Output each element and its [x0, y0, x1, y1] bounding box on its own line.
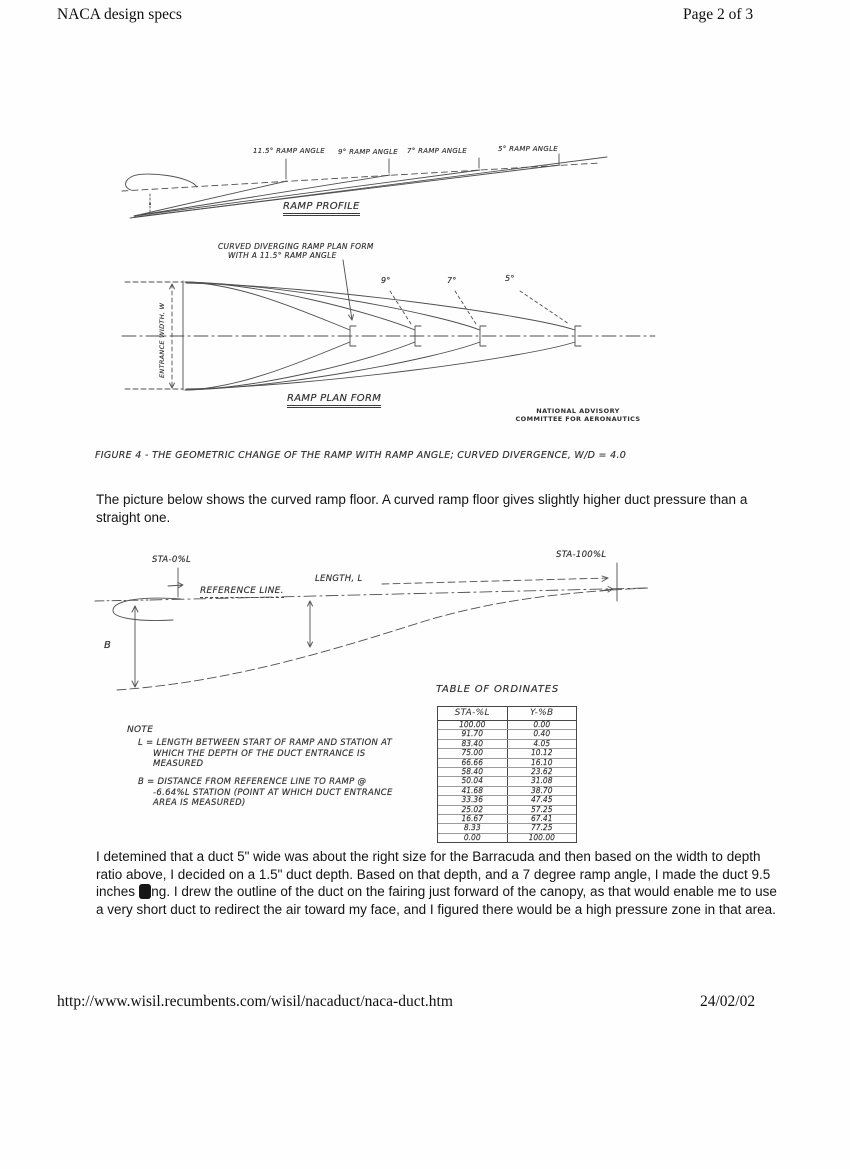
ramp-angle-label-7: 7° RAMP ANGLE [407, 147, 467, 155]
ordinates-row [438, 777, 576, 786]
note-l-definition: L = LENGTH BETWEEN START OF RAMP AND STATION AT WHICH THE DEPTH OF THE DUCT ENTRANCE IS MEASURED [138, 738, 393, 769]
plan-angle-label-7: 7° [447, 276, 457, 285]
plan-note-line1: CURVED DIVERGING RAMP PLAN FORM [218, 242, 374, 251]
plan-angle-label-9: 9° [381, 276, 391, 285]
plan-note-line2: WITH A 11.5° RAMP ANGLE [228, 251, 337, 260]
paragraph-curved-ramp: The picture below shows the curved ramp floor. A curved ramp floor gives slightly higher duct pressure than a straight one. [96, 492, 748, 525]
sta-100-label: STA-100%L [556, 550, 607, 560]
ramp-plan-form-title: RAMP PLAN FORM [287, 393, 381, 408]
ordinates-cell: 91.70 [438, 730, 508, 738]
ordinates-row [438, 834, 576, 842]
ordinates-cell: 100.00 [528, 832, 555, 842]
ramp-angle-label-5: 5° RAMP ANGLE [498, 145, 558, 153]
ordinates-row [438, 824, 576, 833]
ordinates-column-y: Y-%B [530, 708, 554, 718]
naca-stamp [498, 407, 658, 423]
ordinates-cell: 67.41 [531, 814, 553, 824]
ordinates-cell: 33.36 [438, 796, 508, 804]
ordinates-row [438, 806, 576, 815]
ramp-profile-drawing [122, 154, 607, 218]
plan-angle-label-5: 5° [505, 274, 515, 283]
ordinates-cell: 83.40 [438, 740, 508, 748]
paragraph-duct-sizing [96, 848, 784, 918]
ordinates-row [438, 796, 576, 805]
header-page-number: Page 2 of 3 [683, 6, 754, 23]
sta-0-label: STA-0%L [152, 555, 192, 565]
length-label: LENGTH, L [315, 574, 363, 584]
ramp-angle-label-11-5: 11.5° RAMP ANGLE [253, 147, 326, 155]
ordinates-column-sta: STA-%L [438, 707, 508, 720]
ordinates-cell: 77.25 [531, 823, 553, 833]
note-title: NOTE [127, 725, 154, 735]
ordinates-cell: 41.68 [438, 787, 508, 795]
ordinates-cell: 0.40 [533, 729, 551, 739]
ordinates-cell: 50.04 [438, 777, 508, 785]
ordinates-cell: 4.05 [533, 738, 551, 748]
ordinates-cell: 58.40 [438, 768, 508, 776]
ordinates-table-title: TABLE OF ORDINATES [436, 684, 559, 695]
naca-stamp-line1: NATIONAL ADVISORY [536, 407, 620, 415]
footer-date: 24/02/02 [700, 993, 756, 1010]
ramp-profile-title: RAMP PROFILE [283, 201, 360, 216]
ordinates-cell: 0.00 [438, 834, 508, 842]
ordinates-cell: 100.00 [438, 721, 508, 729]
ordinates-cell: 47.45 [531, 795, 553, 805]
ordinates-cell: 38.70 [531, 785, 553, 795]
footer-url: http://www.wisil.recumbents.com/wisil/nacaduct/naca-duct.htm [57, 993, 453, 1010]
ordinates-row [438, 787, 576, 796]
ordinates-row [438, 768, 576, 777]
figure4-caption: FIGURE 4 - THE GEOMETRIC CHANGE OF THE RAMP WITH RAMP ANGLE; CURVED DIVERGENCE, W/D = 4.0 [95, 450, 627, 461]
ordinates-table-header [438, 707, 576, 721]
paragraph-duct-sizing-part1: I detemined that a duct 5" wide was about the right size for the Barracuda and then based on the width to depth ratio above, I decided on a 1.5" duct depth. Based on that depth, and a 7 degree ramp angle, I made the duct 9.5 inches [96, 849, 771, 900]
note-b-definition: B = DISTANCE FROM REFERENCE LINE TO RAMP @ -6.64%L STATION (POINT AT WHICH DUCT ENTRANCE AREA IS MEASURED) [138, 777, 393, 808]
ordinates-rows [438, 721, 576, 842]
ordinates-cell: 25.02 [438, 806, 508, 814]
header-title: NACA design specs [57, 6, 182, 23]
b-dimension-label: B [104, 640, 112, 651]
curved-ramp-floor-drawing [95, 563, 648, 690]
ordinates-row [438, 740, 576, 749]
ordinates-cell: 10.12 [531, 748, 553, 758]
ordinates-cell: 0.00 [533, 720, 551, 729]
ordinates-cell: 66.66 [438, 759, 508, 767]
ink-blotch: lo [139, 884, 151, 900]
ordinates-row [438, 815, 576, 824]
paragraph-duct-sizing-part2: ng. I drew the outline of the duct on the fairing just forward of the canopy, as that would enable me to use a very short duct to redirect the air toward my face, and I figured there would be a high pressure zone in that area. [96, 884, 777, 917]
ramp-angle-label-9: 9° RAMP ANGLE [338, 148, 398, 156]
ordinates-row [438, 730, 576, 739]
ordinates-cell: 57.25 [531, 804, 553, 814]
ordinates-row [438, 759, 576, 768]
ordinates-row [438, 721, 576, 730]
ordinates-cell: 75.00 [438, 749, 508, 757]
ordinates-cell: 23.62 [531, 767, 553, 777]
ordinates-table [437, 706, 577, 843]
ordinates-row [438, 749, 576, 758]
ordinates-cell: 8.33 [438, 824, 508, 832]
ordinates-cell: 31.08 [531, 776, 553, 786]
entrance-width-label: ENTRANCE WIDTH, W [158, 302, 166, 378]
naca-stamp-line2: COMMITTEE FOR AERONAUTICS [515, 415, 641, 423]
reference-line-label: REFERENCE LINE. [200, 586, 284, 596]
ordinates-cell: 16.67 [438, 815, 508, 823]
ordinates-cell: 16.10 [531, 757, 553, 767]
